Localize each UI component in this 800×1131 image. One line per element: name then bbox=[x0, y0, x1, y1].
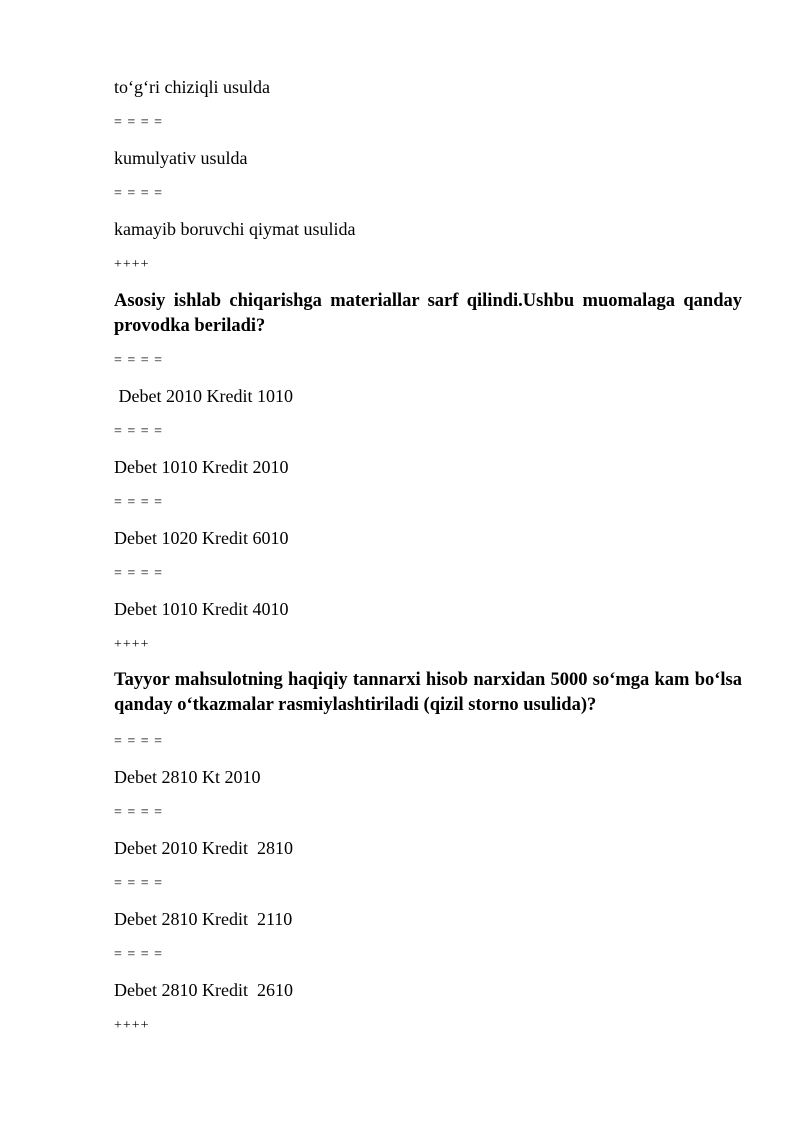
option-text: Debet 1020 Kredit 6010 bbox=[114, 528, 289, 548]
option-separator: = = = = bbox=[114, 115, 164, 130]
option-text: kumulyativ usulda bbox=[114, 148, 248, 168]
option-separator: = = = = bbox=[114, 424, 164, 439]
question-text: Asosiy ishlab chiqarishga materiallar sarf qilindi.Ushbu muomalaga qanday provodka beriladi? bbox=[114, 291, 742, 336]
option-text: Debet 2810 Kredit 2110 bbox=[114, 909, 293, 929]
question-separator: ++++ bbox=[114, 637, 150, 652]
option-separator: = = = = bbox=[114, 805, 164, 820]
option-text: Debet 2010 Kredit 1010 bbox=[114, 386, 293, 406]
option-text: Debet 1010 Kredit 2010 bbox=[114, 457, 289, 477]
option-text: kamayib boruvchi qiymat usulida bbox=[114, 219, 356, 239]
option-separator: = = = = bbox=[114, 947, 164, 962]
question-text: Tayyor mahsulotning haqiqiy tannarxi hisob narxidan 5000 so‘mga kam bo‘lsa qanday o‘tkazmalar rasmiylashtiriladi (qizil storno usulida)? bbox=[114, 670, 742, 715]
question-separator: ++++ bbox=[114, 1018, 150, 1033]
option-separator: = = = = bbox=[114, 566, 164, 581]
option-text: Debet 2810 Kt 2010 bbox=[114, 767, 261, 787]
option-separator: = = = = bbox=[114, 876, 164, 891]
option-text: Debet 2810 Kredit 2610 bbox=[114, 980, 293, 1000]
option-text: Debet 2010 Kredit 2810 bbox=[114, 838, 293, 858]
option-separator: = = = = bbox=[114, 734, 164, 749]
question-separator: ++++ bbox=[114, 257, 150, 272]
option-separator: = = = = bbox=[114, 186, 164, 201]
option-text: Debet 1010 Kredit 4010 bbox=[114, 599, 289, 619]
option-separator: = = = = bbox=[114, 495, 164, 510]
option-separator: = = = = bbox=[114, 353, 164, 368]
option-text: to‘g‘ri chiziqli usulda bbox=[114, 77, 270, 97]
